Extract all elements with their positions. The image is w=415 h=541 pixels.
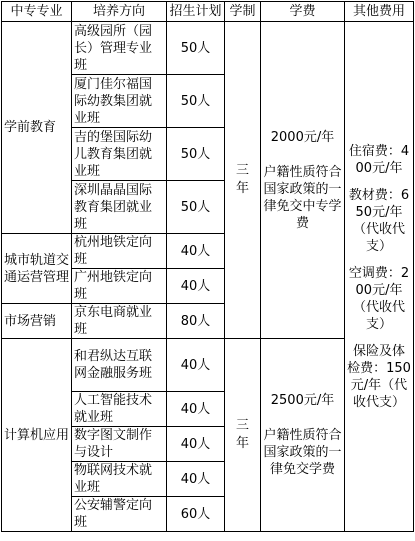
table-row: [2, 22, 414, 75]
tuition-lower-note: 户籍性质符合国家政策的一律免交学费: [263, 428, 342, 477]
enrollment-table: [1, 1, 414, 532]
plan-cell: 40人: [167, 392, 225, 427]
tuition-upper-amount: 2000元/年: [270, 129, 335, 145]
major-rail: 城市轨道交通运营管理: [2, 234, 72, 304]
plan-cell: 50人: [167, 128, 225, 181]
direction-cell: 人工智能技术就业班: [72, 392, 167, 427]
direction-cell: 数字图文制作与设计: [72, 427, 167, 462]
direction-cell: 深圳晶晶国际教育集团就业班: [72, 181, 167, 234]
duration-lower: [225, 339, 261, 532]
direction-cell: 厦门佳尔福国际幼教集团就业班: [72, 75, 167, 128]
direction-cell: 物联网技术就业班: [72, 462, 167, 497]
header-major: 中专专业: [2, 2, 72, 22]
direction-cell: 吉的堡国际幼儿教育集团就业班: [72, 128, 167, 181]
header-tuition: 学费: [261, 2, 345, 22]
header-other-fees: 其他费用: [345, 2, 414, 22]
direction-cell: 京东电商就业班: [72, 304, 167, 339]
direction-cell: 和君纵达互联网金融服务班: [72, 339, 167, 392]
direction-cell: 杭州地铁定向班: [72, 234, 167, 269]
fee-air-conditioning: 空调费：200元/年（代收代支）: [348, 265, 410, 332]
plan-cell: 40人: [167, 339, 225, 392]
plan-cell: 40人: [167, 427, 225, 462]
fee-accommodation: 住宿费：400元/年: [348, 143, 410, 176]
plan-cell: 40人: [167, 462, 225, 497]
major-preschool: 学前教育: [2, 22, 72, 234]
major-marketing: 市场营销: [2, 304, 72, 339]
plan-cell: 50人: [167, 75, 225, 128]
fee-insurance: 保险及体检费：150元/年（代收代支）: [347, 343, 411, 410]
other-fees-cell: [345, 22, 414, 532]
tuition-upper: [261, 22, 345, 339]
plan-cell: 80人: [167, 304, 225, 339]
direction-cell: 高级园所（园长）管理专业班: [72, 22, 167, 75]
tuition-upper-note: 户籍性质符合国家政策的一律免交中专学费: [263, 164, 342, 231]
header-direction: 培养方向: [72, 2, 167, 22]
plan-cell: 50人: [167, 22, 225, 75]
header-plan: 招生计划: [167, 2, 225, 22]
duration-lower-text: 三年: [236, 418, 250, 451]
tuition-lower: [261, 339, 345, 532]
header-duration: 学制: [225, 2, 261, 22]
major-computer: 计算机应用: [2, 339, 72, 532]
fee-textbook: 教材费：650元/年（代收代支）: [348, 187, 410, 254]
plan-cell: 40人: [167, 234, 225, 269]
duration-upper-text: 三年: [236, 163, 250, 196]
duration-upper: [225, 22, 261, 339]
plan-cell: 50人: [167, 181, 225, 234]
plan-cell: 40人: [167, 269, 225, 304]
direction-cell: 公安辅警定向班: [72, 497, 167, 532]
tuition-lower-amount: 2500元/年: [270, 393, 335, 408]
plan-cell: 60人: [167, 497, 225, 532]
header-row: [2, 2, 414, 22]
direction-cell: 广州地铁定向班: [72, 269, 167, 304]
